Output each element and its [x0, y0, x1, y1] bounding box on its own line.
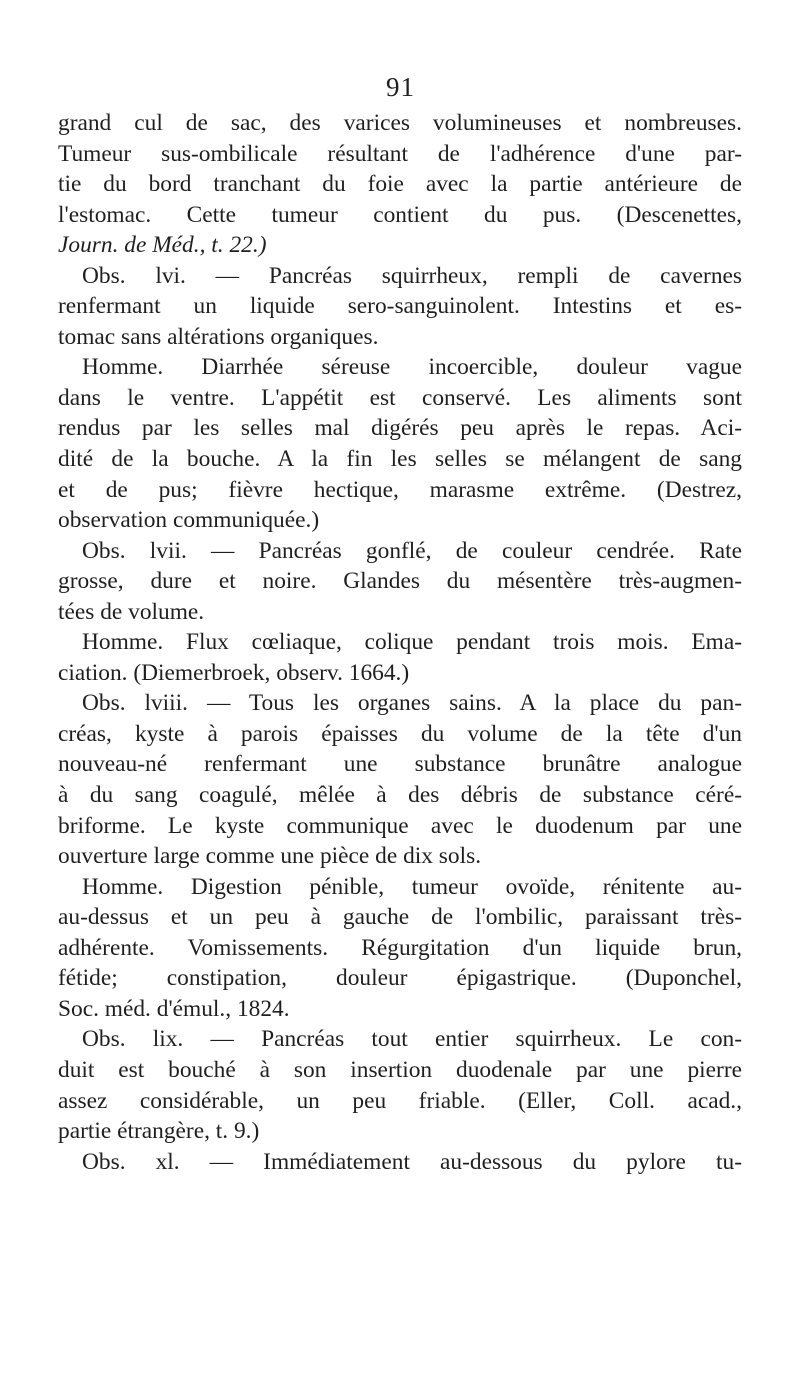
text-line: et de pus; fièvre hectique, marasme extrême. (Destrez, — [58, 476, 742, 503]
text-line: Obs. lix. — Pancréas tout entier squirrheux. Le con- — [82, 1026, 742, 1053]
text-line: observation communiquée.) — [58, 507, 320, 534]
text-line: rendus par les selles mal digérés peu après le repas. Aci- — [58, 415, 742, 442]
text-line: Soc. méd. d'émul., 1824. — [58, 995, 290, 1022]
text-line: grosse, dure et noire. Glandes du mésentère très-augmen- — [58, 568, 742, 595]
text-line: renfermant un liquide sero-sanguinolent. Intestins et es- — [58, 293, 742, 320]
text-line: partie étrangère, t. 9.) — [58, 1118, 260, 1145]
text-line: Obs. lvi. — Pancréas squirrheux, rempli de cavernes — [82, 262, 742, 289]
text-line: Obs. xl. — Immédiatement au-dessous du pylore tu- — [82, 1148, 742, 1175]
text-line: Obs. lvii. — Pancréas gonflé, de couleur cendrée. Rate — [82, 537, 742, 564]
paragraph — [58, 688, 742, 871]
text-line: l'estomac. Cette tumeur contient du pus. (Descenettes, — [58, 201, 742, 228]
text-line: Tumeur sus-ombilicale résultant de l'adhérence d'une par- — [58, 140, 742, 167]
text-line: assez considérable, un peu friable. (Eller, Coll. acad., — [58, 1087, 742, 1114]
text-line: duit est bouché à son insertion duodenale par une pierre — [58, 1056, 742, 1083]
text-line: ciation. (Diemerbroek, observ. 1664.) — [58, 659, 410, 686]
text-line: tées de volume. — [58, 598, 205, 625]
text-line: Homme. Digestion pénible, tumeur ovoïde, rénitente au- — [82, 873, 742, 900]
text-line: ouverture large comme une pièce de dix sols. — [58, 843, 482, 870]
text-line: adhérente. Vomissements. Régurgitation d'un liquide brun, — [58, 934, 742, 961]
text-line: briforme. Le kyste communique avec le duodenum par une — [58, 812, 742, 839]
text-line: Homme. Diarrhée séreuse incoercible, douleur vague — [82, 354, 742, 381]
text-line: grand cul de sac, des varices volumineuses et nombreuses. — [58, 110, 742, 136]
paragraph — [58, 261, 742, 353]
text-line: nouveau-né renfermant une substance brunâtre analogue — [58, 751, 742, 778]
text-line: dans le ventre. L'appétit est conservé. Les aliments sont — [58, 384, 742, 411]
text-line: tomac sans altérations organiques. — [58, 323, 379, 350]
text-line: tie du bord tranchant du foie avec la partie antérieure de — [58, 171, 742, 198]
paragraph — [58, 536, 742, 628]
text-line: au-dessus et un peu à gauche de l'ombilic, paraissant très- — [58, 904, 742, 931]
body-text — [58, 108, 742, 1177]
text-line: dité de la bouche. A la fin les selles se mélangent de sang — [58, 446, 742, 473]
paragraph — [58, 108, 742, 261]
text-line: créas, kyste à parois épaisses du volume de la tête d'un — [58, 720, 742, 747]
text-line: Homme. Flux cœliaque, colique pendant trois mois. Ema- — [82, 629, 742, 656]
paragraph — [58, 627, 742, 688]
paragraph — [58, 352, 742, 535]
paragraph — [58, 872, 742, 1025]
page-number: 91 — [386, 72, 415, 102]
text-line: fétide; constipation, douleur épigastrique. (Duponchel, — [58, 965, 742, 992]
text-line: à du sang coagulé, mêlée à des débris de substance céré- — [58, 782, 742, 809]
text-line: Journ. de Méd., t. 22.) — [58, 232, 267, 259]
text-line: Obs. lviii. — Tous les organes sains. A la place du pan- — [82, 690, 742, 717]
paragraph — [58, 1147, 742, 1178]
paragraph — [58, 1024, 742, 1146]
